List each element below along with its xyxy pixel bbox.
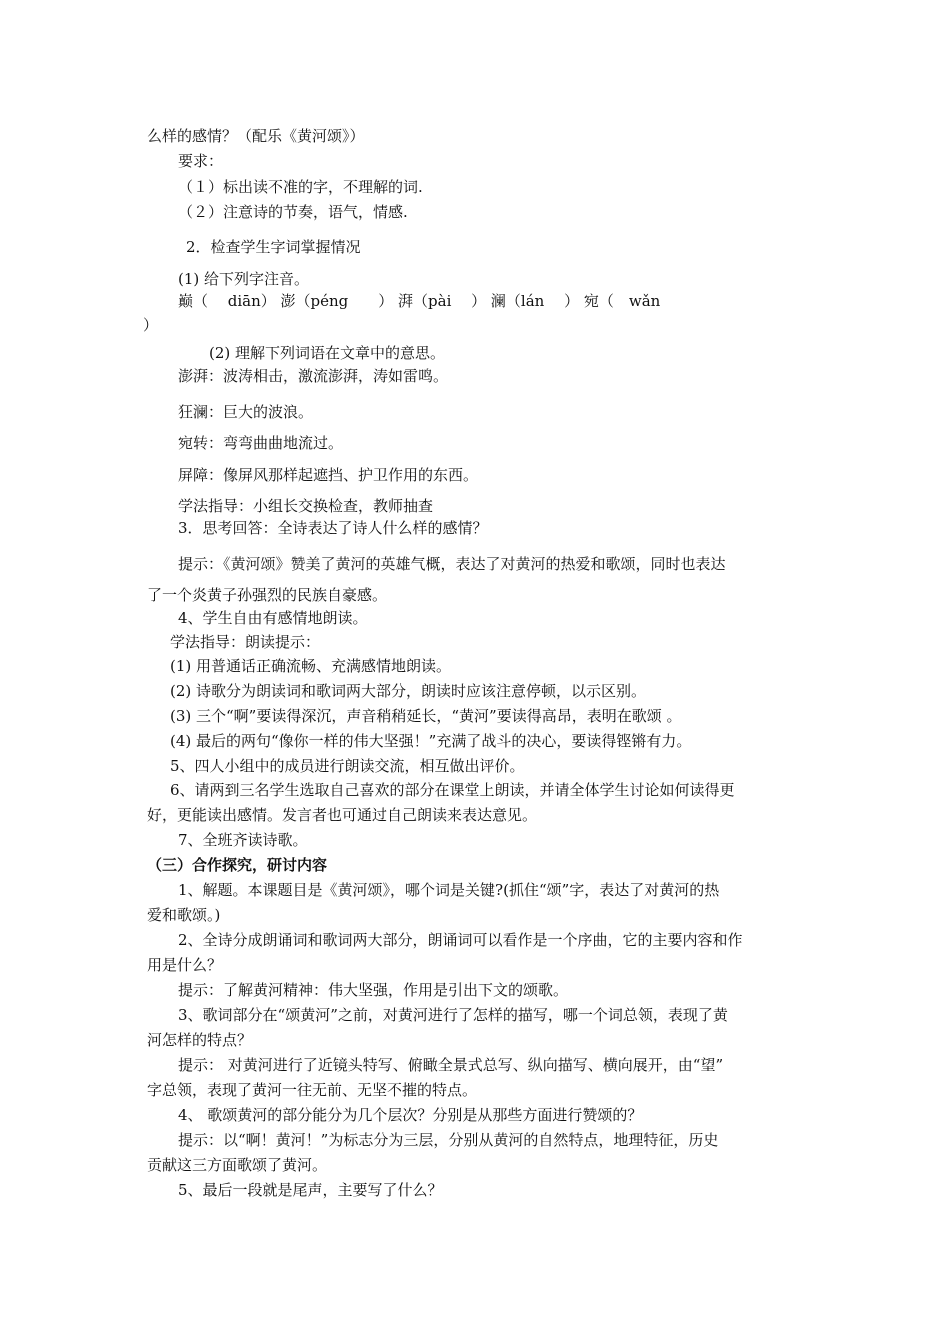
- text-line: 学法指导：小组长交换检查，教师抽查: [178, 497, 434, 515]
- text-line: （２）注意诗的节奏，语气，情感.: [178, 203, 408, 221]
- text-line: （１）标出读不准的字，不理解的词.: [178, 178, 423, 196]
- text-line: 字总领，表现了黄河一往无前、无坚不摧的特点。: [147, 1081, 478, 1099]
- text-line: (1) 给下列字注音。: [178, 270, 310, 288]
- text-line: (3) 三个“啊”要读得深沉，声音稍稍延长，“黄河”要读得高昂，表明在歌颂 。: [170, 707, 682, 725]
- text-line: 4、学生自由有感情地朗读。: [178, 609, 368, 627]
- text-line: 爱和歌颂。): [147, 906, 221, 924]
- text-line: (2) 理解下列词语在文章中的意思。: [209, 344, 446, 362]
- text-line: 了一个炎黄子孙强烈的民族自豪感。: [147, 586, 388, 604]
- text-line: 5、四人小组中的成员进行朗读交流，相互做出评价。: [170, 757, 525, 775]
- text-line: 好，更能读出感情。发言者也可通过自己朗读来表达意见。: [147, 806, 538, 824]
- text-line: 6、请两到三名学生选取自己喜欢的部分在课堂上朗读，并请全体学生讨论如何读得更: [170, 781, 735, 799]
- text-line: 么样的感情？（配乐《黄河颂》）: [147, 127, 365, 145]
- text-line: 河怎样的特点？: [147, 1031, 253, 1049]
- text-line: 3．思考回答：全诗表达了诗人什么样的感情？: [178, 519, 488, 537]
- text-line: 2．检查学生字词掌握情况: [186, 238, 361, 256]
- text-line: 狂澜：巨大的波浪。: [178, 403, 314, 421]
- text-line: 澎湃：波涛相击，激流澎湃，涛如雷鸣。: [178, 367, 449, 385]
- text-line: 4、 歌颂黄河的部分能分为几个层次？分别是从那些方面进行赞颂的？: [178, 1106, 643, 1124]
- text-line: 用是什么？: [147, 956, 223, 974]
- text-line: (1) 用普通话正确流畅、充满感情地朗读。: [170, 657, 452, 675]
- text-line: 提示： 对黄河进行了近镜头特写、俯瞰全景式总写、纵向描写、横向展开，由“望”: [178, 1056, 724, 1074]
- text-line: 2、全诗分成朗诵词和歌词两大部分，朗诵词可以看作是一个序曲，它的主要内容和作: [178, 931, 743, 949]
- text-line: 巅（ diān） 澎（péng ） 湃（pài ） 澜（lán ） 宛（ wǎn: [178, 292, 661, 310]
- text-line: 屏障：像屏风那样起遮挡、护卫作用的东西。: [178, 466, 479, 484]
- text-line: 5、最后一段就是尾声，主要写了什么？: [178, 1181, 443, 1199]
- text-line: (4) 最后的两句“像你一样的伟大坚强！”充满了战斗的决心，要读得铿锵有力。: [170, 732, 692, 750]
- text-line: 7、全班齐读诗歌。: [178, 831, 308, 849]
- text-line: 贡献这三方面歌颂了黄河。: [147, 1156, 328, 1174]
- text-line: 要求：: [178, 152, 224, 170]
- section-heading: （三）合作探究，研讨内容: [147, 856, 328, 874]
- text-line: 提示：以“啊！黄河！”为标志分为三层，分别从黄河的自然特点，地理特征，历史: [178, 1131, 719, 1149]
- text-line: 宛转：弯弯曲曲地流过。: [178, 434, 344, 452]
- text-line: ）: [143, 316, 159, 334]
- text-line: 学法指导：朗读提示：: [170, 633, 321, 651]
- text-line: (2) 诗歌分为朗读词和歌词两大部分，朗读时应该注意停顿，以示区别。: [170, 682, 647, 700]
- text-line: 1、解题。本课题目是《黄河颂》，哪个词是关键?(抓住“颂”字，表达了对黄河的热: [178, 881, 720, 899]
- text-line: 提示：了解黄河精神：伟大坚强，作用是引出下文的颂歌。: [178, 981, 569, 999]
- text-line: 提示：《黄河颂》赞美了黄河的英雄气概，表达了对黄河的热爱和歌颂，同时也表达: [178, 555, 726, 573]
- text-line: 3、歌词部分在“颂黄河”之前，对黄河进行了怎样的描写，哪一个词总领，表现了黄: [178, 1006, 728, 1024]
